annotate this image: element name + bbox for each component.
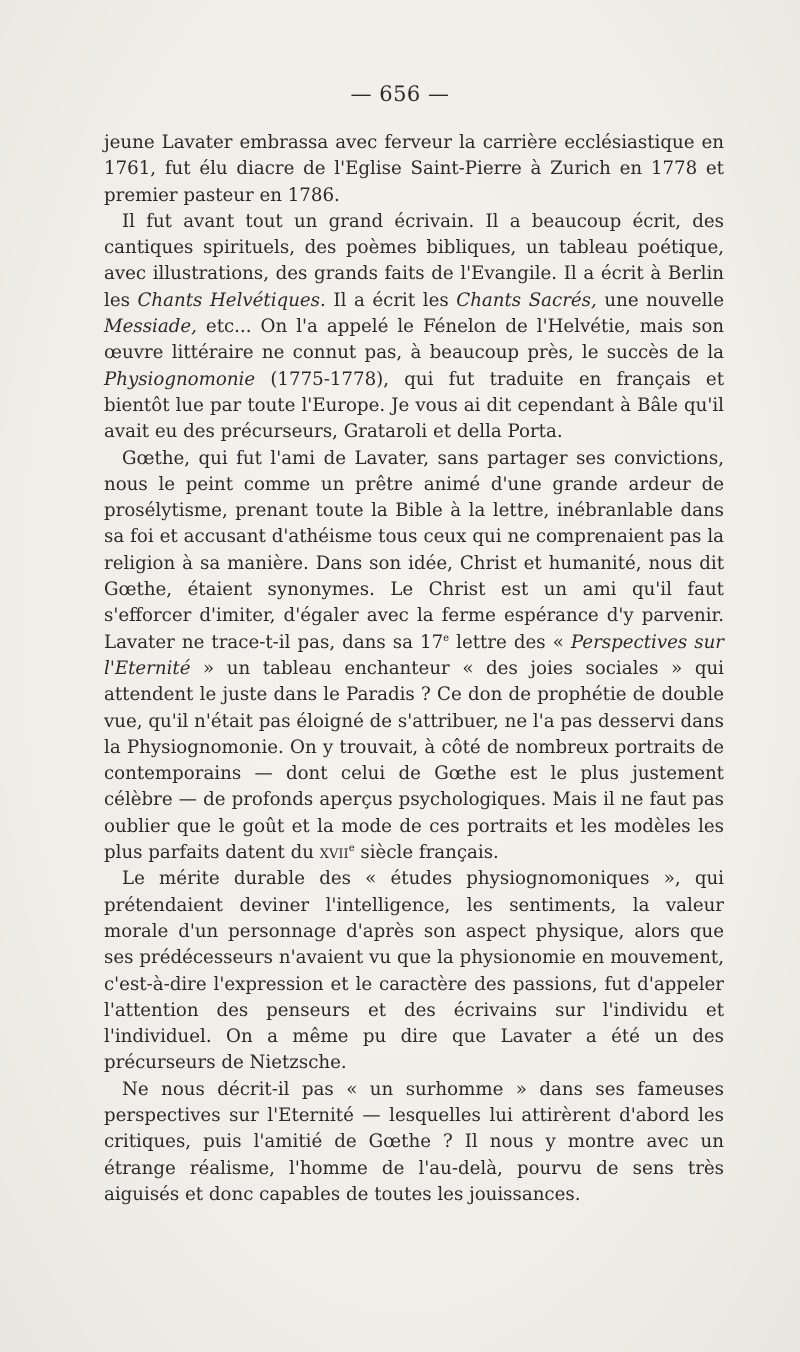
paragraph-2-text-d: etc... On l'a appelé le Fénelon de l'Helvétie, mais son œuvre littéraire ne connut pas, à beaucoup près, le succès de la	[104, 316, 724, 364]
paragraph-4: Le mérite durable des « études physiognomoniques », qui prétendaient deviner l'intelligence, les sentiments, la valeur morale d'un personnage d'après son aspect physique, alors que ses prédécesseurs n'avaient vu que la physionomie en mouvement, c'est-à-dire l'expression et le caractère des passions, fut d'appeler l'attention des penseurs et des écrivains sur l'individu et l'individuel. On a même pu dire que Lavater a été un des précurseurs de Nietzsche.	[104, 868, 724, 1074]
title-chants-sacres: Chants Sacrés,	[456, 289, 597, 311]
title-physiognomonie: Physiognomonie	[104, 368, 256, 390]
superscript-e: e	[443, 632, 450, 644]
century-numeral: xvii	[319, 842, 349, 864]
paragraph-3	[104, 446, 724, 867]
title-messiade: Messiade,	[104, 316, 197, 338]
paragraph-2-text-b: Il a écrit les	[325, 289, 457, 311]
page-number: — 656 —	[350, 82, 450, 106]
paragraph-1: jeune Lavater embrassa avec ferveur la carrière ecclésiastique en 1761, fut élu diacre de l'Eglise Saint-Pierre à Zurich en 1778 et premier pasteur en 1786.	[104, 132, 724, 206]
paragraph-2-text-c: une nouvelle	[596, 289, 724, 311]
title-chants-helvetiques: Chants Helvétiques.	[137, 289, 326, 311]
superscript-e-2: e	[348, 842, 355, 854]
paragraph-5: Ne nous décrit-il pas « un surhomme » dans ses fameuses perspectives sur l'Eternité — lesquelles lui attirèrent d'abord les critiques, puis l'amitié de Gœthe ? Il nous y montre avec un étrange réalisme, l'homme de l'au-delà, pourvu de sens très aiguisés et donc capables de toutes les jouissances.	[104, 1078, 724, 1205]
paragraph-3-text-a: Gœthe, qui fut l'ami de Lavater, sans partager ses convictions, nous le peint comme un prêtre animé d'une grande ardeur de prosélytisme, prenant toute la Bible à la lettre, inébranlable dans sa foi et accusant d'athéisme tous ceux qui ne comprenaient pas la religion à sa manière. Dans son idée, Christ et humanité, nous dit Gœthe, étaient synonymes. Le Christ est un ami qu'il faut s'efforcer d'imiter, d'égaler avec la ferme espérance d'y parvenir. Lavater ne trace-t-il pas, dans sa 17	[104, 447, 724, 653]
title-perspectives: Perspectives sur l'Eternité	[104, 631, 724, 679]
paragraph-3-text-c: » un tableau enchanteur « des joies sociales » qui attendent le juste dans le Paradis ? Ce don de prophétie de double vue, qu'il n'était pas éloigné de s'attribuer, ne l'a pas desservi dans la Physiognomonie. On y trouvait, à côté de nombreux portraits de contemporains — dont celui de Gœthe est le plus justement célèbre — de profonds aperçus psychologiques. Mais il ne faut pas oublier que le goût et la mode de ces portraits et les modèles les plus parfaits datent du	[104, 657, 724, 864]
body-text	[104, 130, 724, 1208]
paragraph-3-text-d: siècle français.	[354, 842, 499, 864]
paragraph-3-text-b: lettre des «	[449, 631, 571, 653]
paragraph-2-text-a: Il fut avant tout un grand écrivain. Il a beaucoup écrit, des cantiques spirituels, des poèmes bibliques, un tableau poétique, avec illustrations, des grands faits de l'Evangile. Il a écrit à Berlin les	[104, 210, 724, 311]
paragraph-2-text-e: (1775-1778), qui fut traduite en français et bientôt lue par toute l'Europe. Je vous ai dit cependant à Bâle qu'il avait eu des précurseurs, Grataroli et della Porta.	[104, 368, 724, 443]
paragraph-2	[104, 209, 724, 446]
